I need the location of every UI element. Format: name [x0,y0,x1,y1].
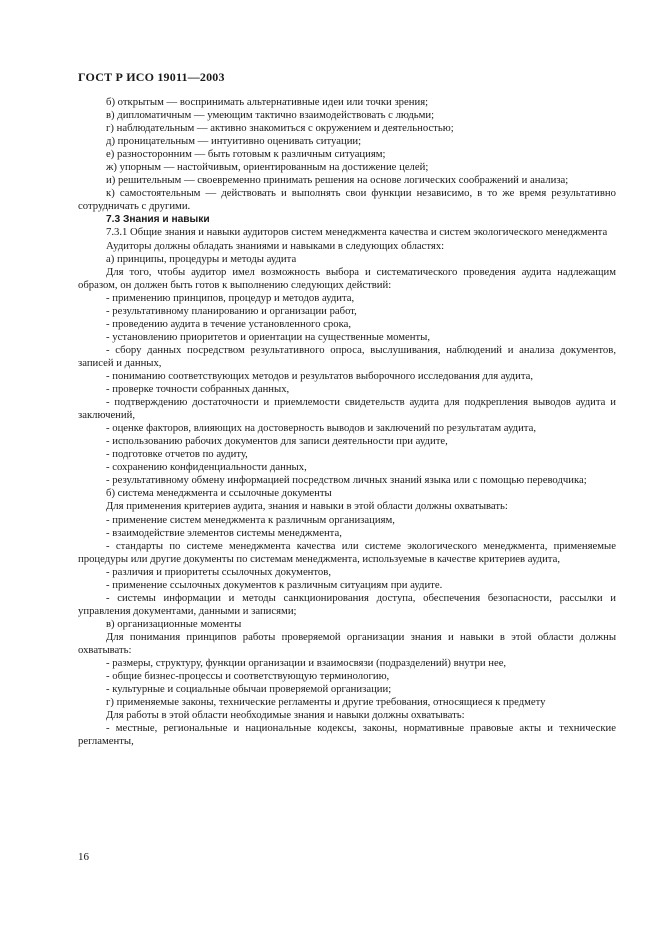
bullet-item: - размеры, структуру, функции организации и взаимосвязи (подразделений) внутри нее, [106,657,507,670]
bullet-item: - результативному планированию и организации работ, [106,304,357,317]
bullet-item: - сбору данных посредством результативного опроса, выслушивания, наблюдений и анализа документов, записей и данных, [78,343,616,369]
list-item-k: к) самостоятельным — действовать и выполнять свои функции независимо, в то же время результативно сотрудничать с другими. [78,187,616,213]
bullet-item: - общие бизнес-процессы и соответствующую терминологию, [106,670,390,683]
bullet-item: - применение систем менеджмента к различным организациям, [106,513,395,526]
list-item-d: д) проницательным — интуитивно оценивать ситуации; [106,135,362,148]
list-item-b: б) открытым — воспринимать альтернативные идеи или точки зрения; [106,96,429,108]
section-heading: 7.3 Знания и навыки [106,214,210,226]
bullet-item: - проведению аудита в течение установленного срока, [106,317,352,330]
document-body [78,96,616,748]
list-item-g: г) наблюдательным — активно знакомиться с окружением и деятельностью; [106,122,454,135]
paragraph: Для того, чтобы аудитор имел возможность выбора и систематического проведения аудита надлежащим образом, он должен быть готов к выполнению следующих действий: [78,265,616,291]
bullet-item: - взаимодействие элементов системы менеджмента, [106,526,342,539]
bullet-item: - результативному обмену информацией посредством личных знаний языка или с помощью переводчика; [106,474,587,487]
list-item-zh: ж) упорным — настойчивым, ориентированным на достижение целей; [106,161,429,174]
list-item-i: и) решительным — своевременно принимать решения на основе логических соображений и анализа; [106,174,569,187]
bullet-item: - пониманию соответствующих методов и результатов выборочного исследования для аудита, [106,369,534,382]
subsection-title: г) применяемые законы, технические регламенты и другие требования, относящиеся к предмету [106,696,546,709]
document-header: ГОСТ Р ИСО 19011—2003 [78,70,225,84]
subsection-title: а) принципы, процедуры и методы аудита [106,252,297,265]
bullet-item: - стандарты по системе менеджмента качества или системе экологического менеджмента, применяемые процедуры или другие документы по системам менеджмента, используемые в качестве критериев аудита, [78,539,616,565]
bullet-item: - оценке факторов, влияющих на достоверность выводов и заключений по результатам аудита, [106,422,537,435]
subsection-title: в) организационные моменты [106,617,242,630]
bullet-item: - проверке точности собранных данных, [106,383,290,396]
paragraph: Для работы в этой области необходимые знания и навыки должны охватывать: [106,709,465,722]
list-item-e: е) разносторонним — быть готовым к различным ситуациям; [106,148,386,161]
bullet-item: - подготовке отчетов по аудиту, [106,448,248,461]
page-number: 16 [78,851,89,863]
bullet-item: - культурные и социальные обычаи проверяемой организации; [106,683,392,696]
bullet-item: - установлению приоритетов и ориентации на существенные моменты, [106,330,430,343]
paragraph: Аудиторы должны обладать знаниями и навыками в следующих областях: [106,239,445,252]
bullet-item: - различия и приоритеты ссылочных документов, [106,565,331,578]
bullet-item: - использованию рабочих документов для записи деятельности при аудите, [106,435,448,448]
paragraph: Для понимания принципов работы проверяемой организации знания и навыки в этой области должны охватывать: [78,630,616,656]
bullet-item: - системы информации и методы санкционирования доступа, обеспечения безопасности, рассылки и управления документами, данными и записями; [78,591,616,617]
bullet-item: - применению принципов, процедур и методов аудита, [106,291,355,304]
subsection-title: б) система менеджмента и ссылочные документы [106,487,332,500]
list-item-v: в) дипломатичным — умеющим тактично взаимодействовать с людьми; [106,109,435,122]
bullet-item: - применение ссылочных документов к различным ситуациям при аудите. [106,578,443,591]
bullet-item: - сохранению конфиденциальности данных, [106,461,307,474]
paragraph: 7.3.1 Общие знания и навыки аудиторов систем менеджмента качества и систем экологического менеджмента [106,226,608,239]
bullet-item: - подтверждению достаточности и приемлемости свидетельств аудита для подкрепления выводов аудита и заключений, [78,396,616,422]
paragraph: Для применения критериев аудита, знания и навыки в этой области должны охватывать: [106,500,508,513]
bullet-item: - местные, региональные и национальные кодексы, законы, нормативные правовые акты и технические регламенты, [78,722,616,748]
